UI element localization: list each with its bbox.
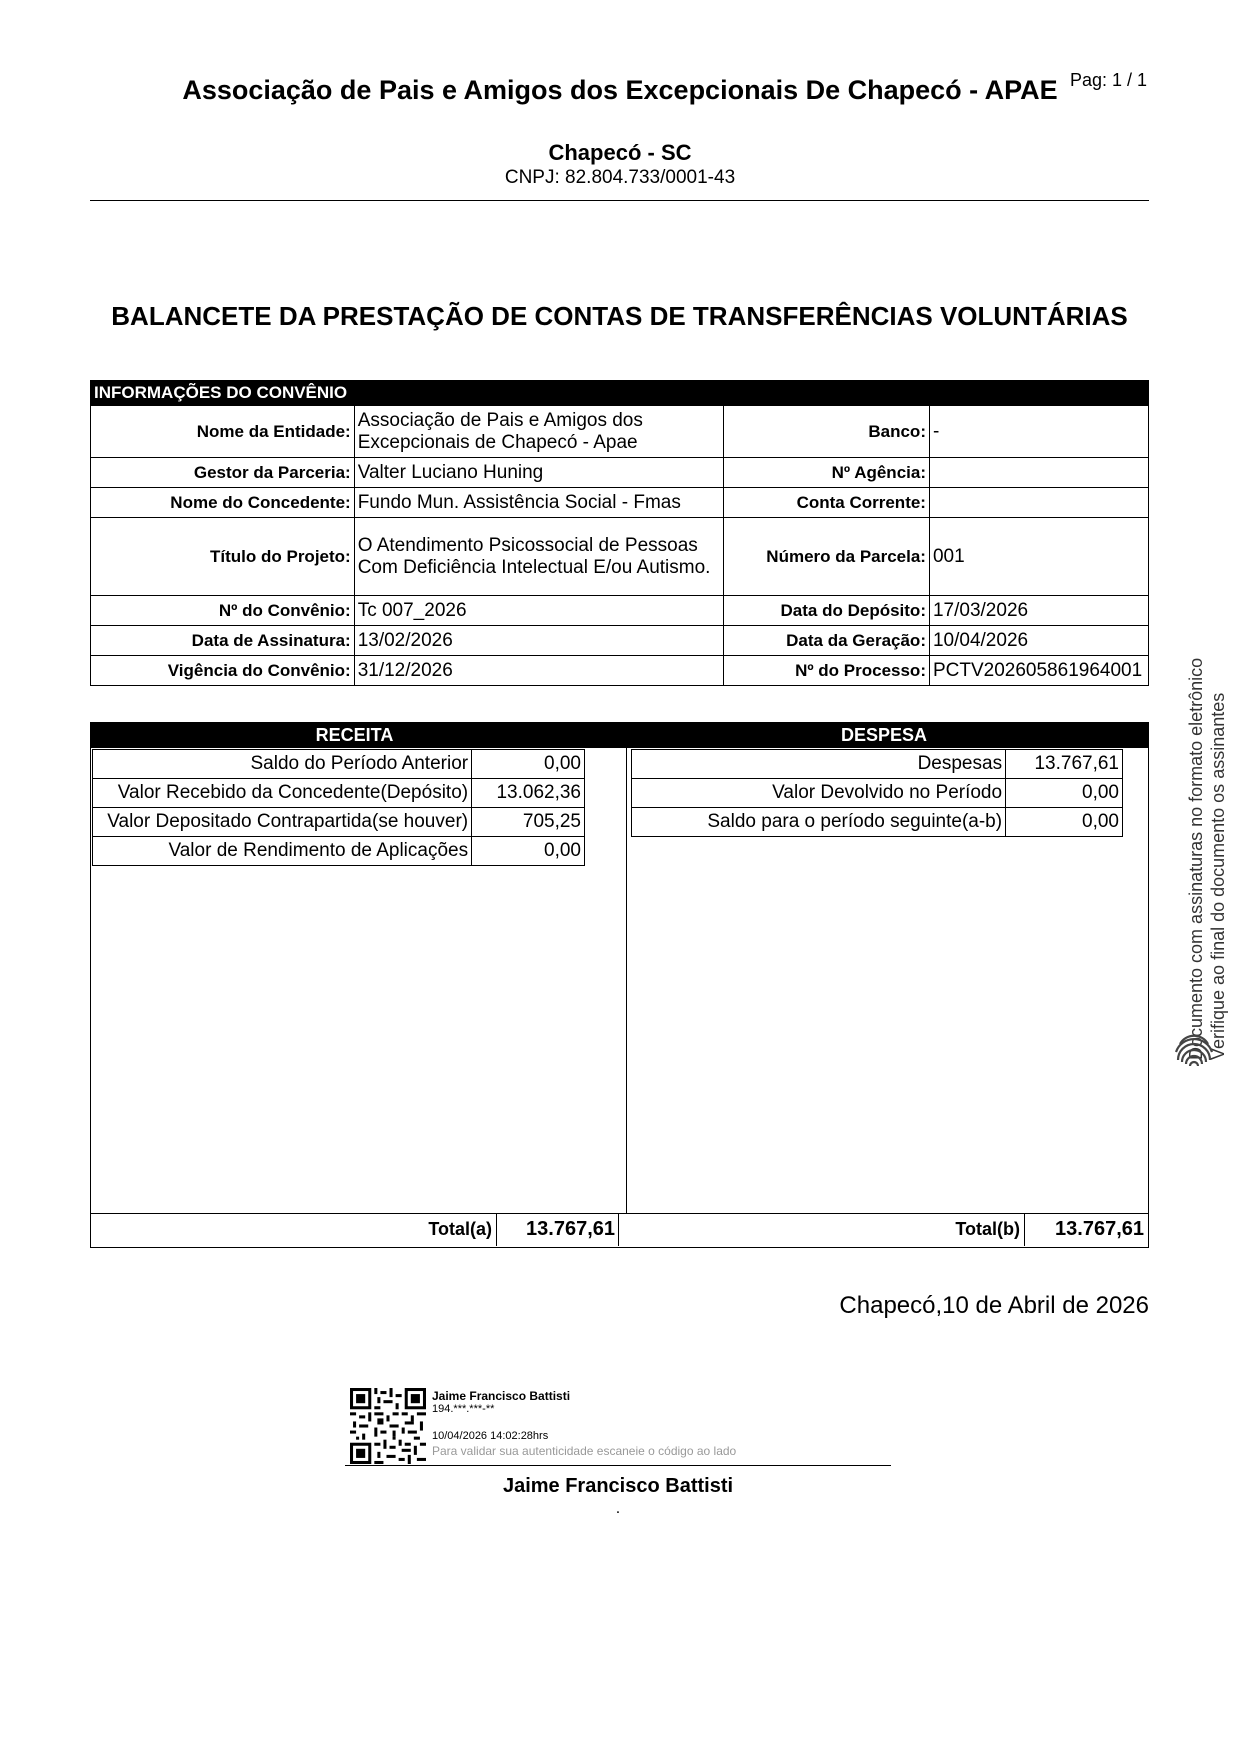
receita-row (93, 779, 585, 808)
header-divider (90, 200, 1149, 201)
signature-line (345, 1465, 891, 1466)
parcela-value: 001 (929, 518, 1148, 596)
despesa-row-label: Despesas (632, 750, 1006, 779)
concedente-value: Fundo Mun. Assistência Social - Fmas (354, 488, 724, 518)
banco-label: Banco: (724, 406, 930, 458)
receita-row-label: Valor Depositado Contrapartida(se houver) (93, 808, 472, 837)
data-geracao-label: Data da Geração: (724, 626, 930, 656)
total-b-value: 13.767,61 (1024, 1213, 1147, 1246)
validation-note: Para validar sua autenticidade escaneie o código ao lado (432, 1444, 737, 1458)
despesa-row (632, 779, 1123, 808)
signer-subtitle: . (615, 1500, 621, 1517)
vigencia-label: Vigência do Convênio: (91, 656, 355, 686)
convenio-info-table (90, 380, 1149, 686)
qr-code-icon (350, 1388, 426, 1464)
signer-name-small: Jaime Francisco Battisti (432, 1389, 571, 1403)
data-deposito-label: Data do Depósito: (724, 596, 930, 626)
total-b-label: Total(b) (955, 1219, 1020, 1239)
processo-value: PCTV202605861964001 (929, 656, 1148, 686)
signer-cpf: 194.***.***-** (432, 1403, 495, 1415)
despesa-row (632, 750, 1123, 779)
despesa-header: DESPESA (619, 722, 1149, 748)
despesa-row-label: Valor Devolvido no Período (632, 779, 1006, 808)
receita-row-label: Valor de Rendimento de Aplicações (93, 837, 472, 866)
nome-entidade-value: Associação de Pais e Amigos dos Excepcionais de Chapecó - Apae (354, 406, 724, 458)
receita-row (93, 837, 585, 866)
vigencia-value: 31/12/2026 (354, 656, 724, 686)
num-convenio-label: Nº do Convênio: (91, 596, 355, 626)
despesa-row-value: 0,00 (1006, 808, 1123, 837)
date-place: Chapecó,10 de Abril de 2026 (839, 1292, 1149, 1319)
total-a-value: 13.767,61 (496, 1213, 619, 1246)
total-a-label: Total(a) (428, 1219, 492, 1239)
signer-name: Jaime Francisco Battisti (502, 1475, 734, 1497)
processo-label: Nº do Processo: (724, 656, 930, 686)
data-deposito-value: 17/03/2026 (929, 596, 1148, 626)
receita-row-value: 13.062,36 (472, 779, 585, 808)
data-geracao-value: 10/04/2026 (929, 626, 1148, 656)
receita-row-value: 705,25 (472, 808, 585, 837)
signature-timestamp: 10/04/2026 14:02:28hrs (432, 1430, 549, 1442)
agencia-label: Nº Agência: (724, 458, 930, 488)
receita-row (93, 750, 585, 779)
organization-name: Associação de Pais e Amigos dos Excepcionais De Chapecó - APAE (182, 75, 1058, 105)
num-convenio-value: Tc 007_2026 (354, 596, 724, 626)
banco-value: - (929, 406, 1148, 458)
side-note-line-1: Documento com assinaturas no formato eletrônico (1186, 657, 1206, 1060)
column-divider (626, 748, 627, 1213)
receita-header: RECEITA (90, 722, 619, 748)
document-title: BALANCETE DA PRESTAÇÃO DE CONTAS DE TRANSFERÊNCIAS VOLUNTÁRIAS (111, 301, 1128, 331)
conta-label: Conta Corrente: (724, 488, 930, 518)
receita-row-label: Valor Recebido da Concedente(Depósito) (93, 779, 472, 808)
receita-row (93, 808, 585, 837)
despesa-row-label: Saldo para o período seguinte(a-b) (632, 808, 1006, 837)
despesa-row (632, 808, 1123, 837)
organization-cnpj: CNPJ: 82.804.733/0001-43 (504, 167, 736, 188)
titulo-value: O Atendimento Psicossocial de Pessoas Com Deficiência Intelectual E/ou Autismo. (354, 518, 724, 596)
nome-entidade-label: Nome da Entidade: (91, 406, 355, 458)
agencia-value (929, 458, 1148, 488)
side-note-line-2: Verifique ao final do documento os assinantes (1208, 692, 1228, 1060)
receita-table (92, 749, 585, 866)
data-assinatura-value: 13/02/2026 (354, 626, 724, 656)
organization-city: Chapecó - SC (548, 140, 692, 165)
page-number: Pag: 1 / 1 (1070, 70, 1148, 90)
fingerprint-icon (1170, 1030, 1218, 1078)
parcela-label: Número da Parcela: (724, 518, 930, 596)
convenio-section-title: INFORMAÇÕES DO CONVÊNIO (91, 381, 1149, 406)
despesa-table (631, 749, 1123, 837)
receita-row-label: Saldo do Período Anterior (93, 750, 472, 779)
despesa-row-value: 13.767,61 (1006, 750, 1123, 779)
receita-row-value: 0,00 (472, 837, 585, 866)
gestor-label: Gestor da Parceria: (91, 458, 355, 488)
conta-value (929, 488, 1148, 518)
despesa-row-value: 0,00 (1006, 779, 1123, 808)
concedente-label: Nome do Concedente: (91, 488, 355, 518)
data-assinatura-label: Data de Assinatura: (91, 626, 355, 656)
gestor-value: Valter Luciano Huning (354, 458, 724, 488)
electronic-signature-note (1165, 590, 1241, 1080)
titulo-label: Título do Projeto: (91, 518, 355, 596)
receita-row-value: 0,00 (472, 750, 585, 779)
